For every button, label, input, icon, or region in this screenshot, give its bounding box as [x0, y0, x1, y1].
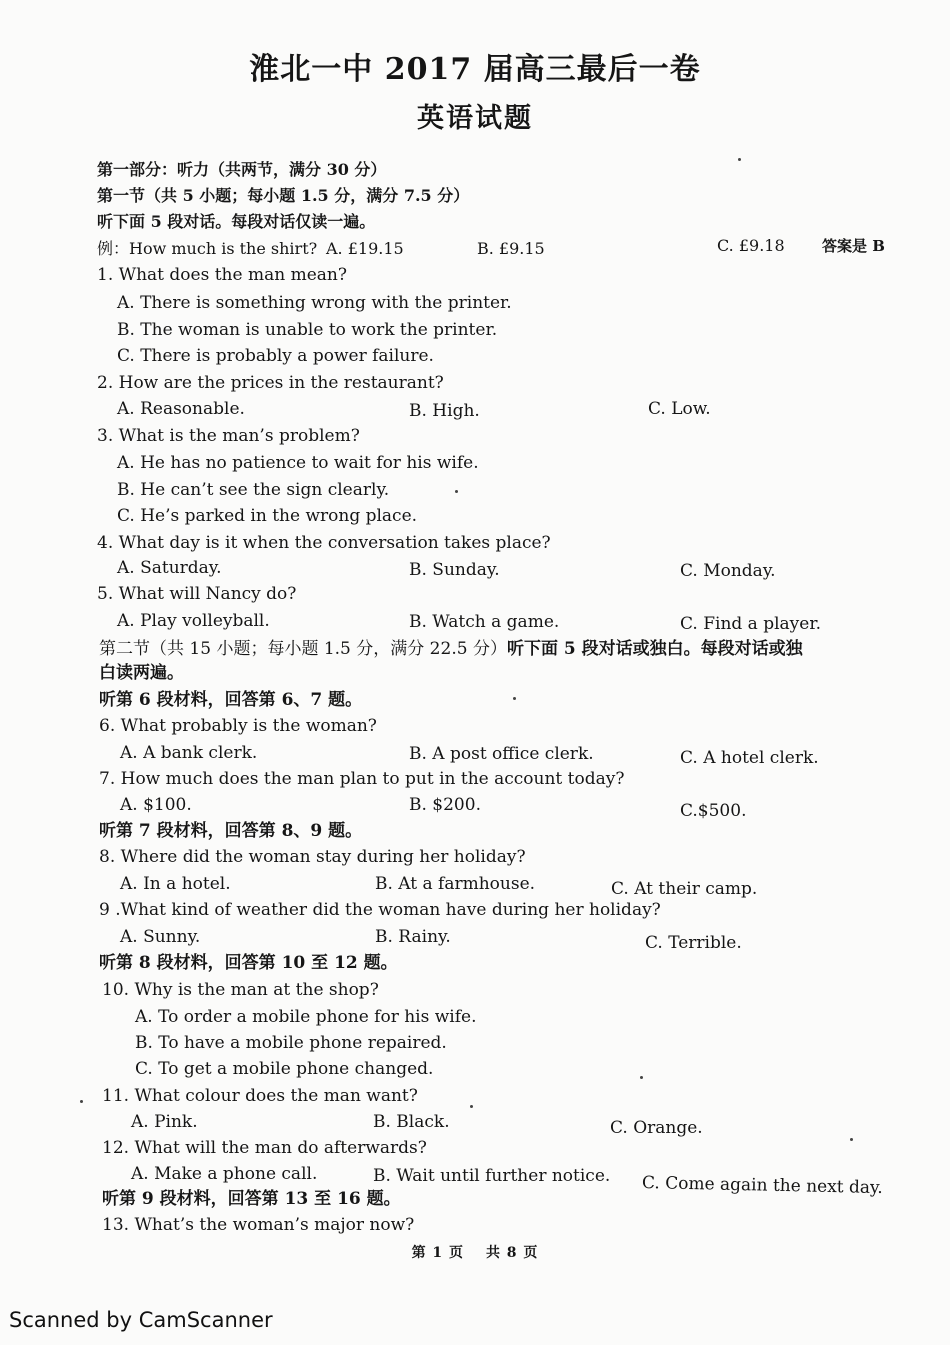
question-12-option-b: B. Wait until further notice.: [373, 1166, 611, 1186]
example-prefix: 例：: [97, 239, 130, 258]
example-row: [97, 238, 317, 260]
question-7-option-b: B. $200.: [409, 795, 481, 815]
question-7-option-a: A. $100.: [120, 795, 192, 815]
question-10: 10. Why is the man at the shop?: [102, 980, 379, 1000]
question-1: 1. What does the man mean?: [97, 265, 347, 285]
question-6: 6. What probably is the woman?: [99, 716, 377, 736]
section-2-heading: [99, 638, 803, 660]
question-1-option-a: A. There is something wrong with the printer.: [117, 293, 512, 313]
question-10-option-c: C. To get a mobile phone changed.: [135, 1059, 434, 1079]
scan-speck: [455, 490, 458, 493]
question-11-option-c: C. Orange.: [610, 1118, 703, 1138]
question-11-option-b: B. Black.: [373, 1112, 450, 1132]
question-5-option-a: A. Play volleyball.: [117, 611, 270, 631]
scan-speck: [850, 1138, 853, 1141]
section-2-instruction-cont: 白读两遍。: [99, 663, 184, 683]
question-9: 9 .What kind of weather did the woman have during her holiday?: [99, 900, 661, 920]
scan-speck: [80, 1100, 83, 1103]
part-heading: 第一部分：听力（共两节，满分 30 分）: [97, 160, 387, 179]
question-8-option-c: C. At their camp.: [611, 879, 758, 899]
question-3-option-c: C. He’s parked in the wrong place.: [117, 506, 418, 526]
page-footer: [0, 1242, 950, 1262]
question-2-option-b: B. High.: [409, 401, 480, 421]
scan-speck: [470, 1105, 473, 1108]
question-13: 13. What’s the woman’s major now?: [102, 1215, 415, 1235]
page-number: 第 1 页: [411, 1245, 465, 1261]
question-11: 11. What colour does the man want?: [102, 1086, 418, 1106]
scanner-watermark: Scanned by CamScanner: [9, 1308, 273, 1332]
question-7: 7. How much does the man plan to put in the account today?: [99, 769, 625, 789]
question-6-option-c: C. A hotel clerk.: [680, 748, 819, 768]
question-9-option-b: B. Rainy.: [375, 927, 451, 947]
page-total: 共 8 页: [485, 1245, 539, 1261]
question-7-option-c: C.$500.: [680, 801, 747, 821]
question-3: 3. What is the man’s problem?: [97, 426, 360, 446]
question-3-option-b: B. He can’t see the sign clearly.: [117, 480, 390, 500]
exam-title: 淮北一中 2017 届高三最后一卷: [249, 52, 701, 87]
question-9-option-c: C. Terrible.: [645, 933, 742, 953]
question-9-option-a: A. Sunny.: [120, 927, 201, 947]
scan-speck: [640, 1076, 643, 1079]
scan-speck: [738, 158, 741, 161]
example-answer: 答案是 B: [822, 237, 885, 255]
question-1-option-b: B. The woman is unable to work the printer.: [117, 320, 498, 340]
question-8: 8. Where did the woman stay during her holiday?: [99, 847, 526, 867]
question-5: 5. What will Nancy do?: [97, 584, 297, 604]
section-heading: 第一节（共 5 小题；每小题 1.5 分，满分 7.5 分）: [97, 186, 470, 205]
example-option-a: A. £19.15: [326, 239, 404, 258]
question-6-option-b: B. A post office clerk.: [409, 744, 594, 764]
question-4-option-b: B. Sunday.: [409, 560, 500, 580]
question-4-option-c: C. Monday.: [680, 561, 776, 581]
example-question: How much is the shirt?: [129, 239, 318, 258]
scan-speck: [513, 697, 516, 700]
question-10-option-a: A. To order a mobile phone for his wife.: [135, 1007, 477, 1027]
question-4-option-a: A. Saturday.: [117, 558, 222, 578]
question-11-option-a: A. Pink.: [131, 1112, 198, 1132]
question-3-option-a: A. He has no patience to wait for his wife.: [117, 453, 479, 473]
section-2-instruction: 听下面 5 段对话或独白。每段对话或独: [506, 639, 803, 659]
example-option-c: C. £9.18: [717, 236, 785, 255]
exam-subtitle: 英语试题: [417, 103, 533, 134]
section-instruction: 听下面 5 段对话。每段对话仅读一遍。: [97, 212, 376, 231]
question-1-option-c: C. There is probably a power failure.: [117, 346, 434, 366]
question-2-option-c: C. Low.: [648, 399, 711, 419]
material-6-heading: 听第 6 段材料，回答第 6、7 题。: [99, 690, 363, 710]
question-5-option-b: B. Watch a game.: [409, 612, 560, 632]
question-10-option-b: B. To have a mobile phone repaired.: [135, 1033, 447, 1053]
material-7-heading: 听第 7 段材料，回答第 8、9 题。: [99, 821, 363, 841]
question-12-option-c: C. Come again the next day.: [641, 1173, 883, 1199]
question-8-option-a: A. In a hotel.: [120, 874, 231, 894]
section-2-scoring: 第二节（共 15 小题；每小题 1.5 分，满分 22.5 分）: [99, 639, 507, 659]
question-5-option-c: C. Find a player.: [680, 614, 821, 634]
example-option-b: B. £9.15: [477, 239, 545, 258]
question-12: 12. What will the man do afterwards?: [102, 1138, 427, 1158]
question-2: 2. How are the prices in the restaurant?: [97, 373, 444, 393]
material-8-heading: 听第 8 段材料，回答第 10 至 12 题。: [99, 953, 398, 973]
question-2-option-a: A. Reasonable.: [117, 399, 245, 419]
question-12-option-a: A. Make a phone call.: [131, 1164, 318, 1184]
material-9-heading: 听第 9 段材料，回答第 13 至 16 题。: [102, 1189, 401, 1209]
question-8-option-b: B. At a farmhouse.: [375, 874, 536, 894]
question-4: 4. What day is it when the conversation takes place?: [97, 533, 551, 553]
question-6-option-a: A. A bank clerk.: [120, 743, 258, 763]
